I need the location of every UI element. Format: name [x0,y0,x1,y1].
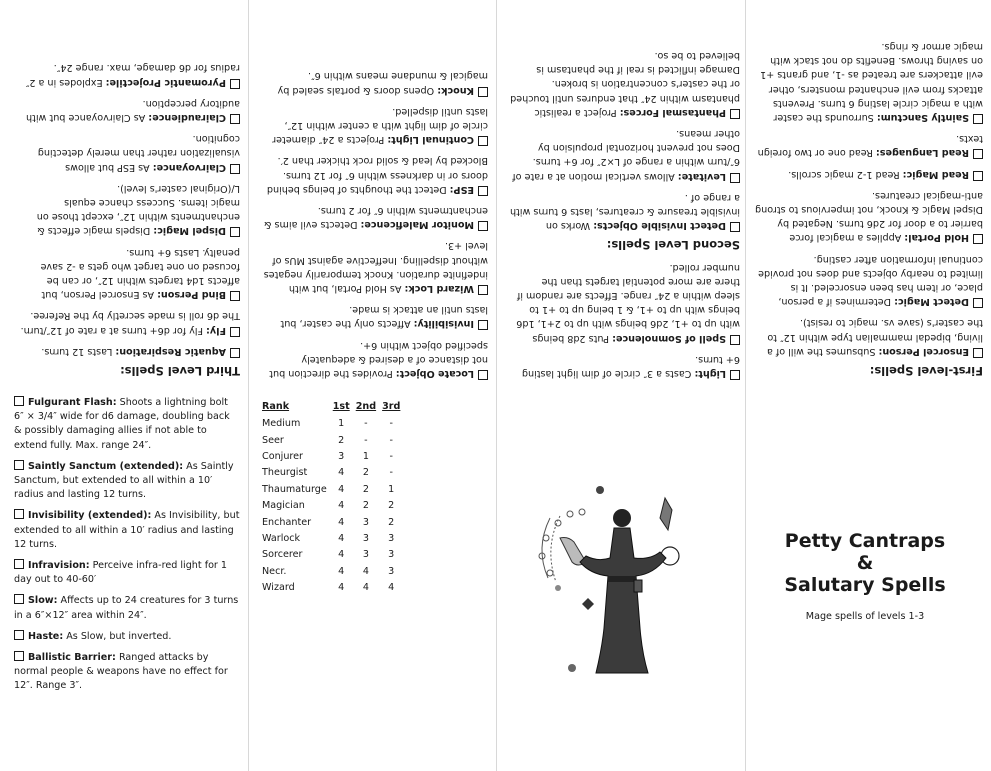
spell-entry [14,559,240,587]
spell-description: As Hold Portal, but with indefinite duration. Knock temporarily negates without dispelling. Ineffective against MUs of level +3. [263,240,488,294]
table-cell: 4 [338,483,345,495]
table-row [262,516,406,532]
spell-name: Invisibility (extended) : [28,510,151,521]
checkbox[interactable] [478,87,488,97]
checkbox[interactable] [478,320,488,330]
spell-description: Dispels magic effects & enchantments within 12″, except those on magic items. Success chance equals L/(Original caster's level). [36,182,240,237]
table-cell: Conjurer [262,450,303,462]
spell-entry [755,131,983,159]
spell-name: Detect Invisible Objects : [593,220,726,231]
spell-entry [510,48,740,119]
spell-entry [14,460,240,503]
spell-description: Read one or two foreign texts. [757,133,983,159]
table-cell: 2 [362,467,369,479]
second-level-heading: Second Level Spells: [606,238,740,253]
first-level-spells-panel [755,8,983,380]
table-cell: - [364,434,368,446]
table-cell: - [389,418,393,430]
table-cell: 4 [338,500,345,512]
spell-entry [14,396,240,453]
table-cell: 4 [338,549,345,561]
spell-description: Affects only the caster, but lasts until an attack is made. [280,304,488,330]
spell-list [262,68,488,380]
table-cell: 2 [388,500,395,512]
checkbox[interactable] [230,348,240,358]
spell-name: Saintly Sanctum : [877,112,969,123]
spell-name: Spell of Somnolence : [612,333,726,344]
checkbox[interactable] [478,285,488,295]
table-row [262,532,406,548]
spell-name: Read Magic : [903,169,969,180]
table-cell: - [389,450,393,462]
spell-name: Haste : [28,631,63,642]
table-row [262,466,406,482]
spell-entry [510,259,740,344]
spell-entry [14,96,240,124]
spell-list [755,39,983,358]
spell-name: Pyromantic Projectile : [106,77,226,88]
table-row [262,417,406,433]
table-cell: 4 [338,516,345,528]
table-cell: Enchanter [262,516,312,528]
table-cell: 3 [362,549,369,561]
third-level-heading: Third Level Spells: [120,364,240,378]
spell-name: Ensorcel Person : [879,346,969,357]
table-cell: 3 [362,532,369,544]
checkbox[interactable] [230,79,240,89]
spell-name: Hold Portal : [904,232,969,243]
spell-entry [510,190,740,233]
spell-description: Perceive infra-red light for 1 day out to 40-60′ [14,560,228,586]
spell-entry [14,244,240,301]
table-row [262,499,406,515]
spell-name: Levitate : [678,171,726,182]
table-cell: - [364,418,368,430]
spell-entry [14,131,240,174]
spell-entry [755,166,983,180]
table-cell: 4 [362,582,369,594]
checkbox[interactable] [230,227,240,237]
checkbox[interactable] [478,136,488,146]
spell-description: Opens doors & portals sealed by magical & mundane means within 6″. [277,70,488,96]
table-cell: Theurgist [262,467,308,479]
spell-description: As Ensorcel Person, but affects 1d4 targets within 12″, or can be focused on one target who gets a -2 save penalty. Lasts 6+ turns. [40,246,240,301]
table-cell: Warlock [262,532,301,544]
checkbox[interactable] [973,234,983,244]
table-cell: 2 [388,516,395,528]
table-row [262,548,406,564]
table-cell: 3 [338,450,345,462]
spell-name: Bind Person : [157,289,226,300]
spell-entry [262,203,488,231]
table-row [262,483,406,499]
table-cell: 1 [388,483,395,495]
checkbox[interactable] [730,370,740,380]
spell-description: Casts a 3″ circle of dim light lasting 6+ turns. [521,353,740,379]
table-row [262,581,406,597]
table-cell: 4 [388,582,395,594]
table-cell: 3 [388,532,395,544]
checkbox[interactable] [230,114,240,124]
spell-entry [755,315,983,358]
spell-entry [262,238,488,295]
checkbox[interactable] [230,164,240,174]
checkbox[interactable] [478,186,488,196]
table-cell: 1 [362,450,369,462]
first-level-heading: First-level Spells: [869,364,983,378]
spell-description: As Invisibility, but extended to all within a 10′ radius and lasting 12 turns. [14,510,240,550]
spell-entry [262,104,488,147]
checkbox[interactable] [973,348,983,358]
rank-table [262,400,406,598]
spell-description: Detect the thoughts of beings behind doors or in darkness within 6″ for 12 turns. Blocked by lead & solid rock thicker than 2′. [266,155,488,195]
checkbox[interactable] [730,222,740,232]
spell-name: Light : [694,368,726,379]
spell-entry [755,39,983,124]
wizard-illustration [530,478,700,698]
table-cell: 2 [362,500,369,512]
table-cell: 3 [362,516,369,528]
spell-name: Clairvoyance : [153,162,226,173]
spell-description: As Slow, but inverted. [63,630,172,642]
table-row [262,565,406,581]
checkbox[interactable] [14,396,24,406]
table-header: 2nd [355,401,377,412]
table-cell: Wizard [262,582,295,594]
table-cell: Seer [262,434,284,446]
checkbox[interactable] [973,171,983,181]
spell-description: Surrounds the caster with a magic circle lasting 6 turns. Prevents attacks from evil enchanted monsters, other evil attackers are treated as -1, and grants +1 on saving throws. Benefits do not stack with magic armor & rings. [760,40,983,123]
table-cell: Sorcerer [262,549,303,561]
table-cell: 4 [338,565,345,577]
spell-name: Phantasmal Forces : [620,107,726,118]
spell-name: Aquatic Respiration : [115,346,226,357]
checkbox[interactable] [230,327,240,337]
spell-description: Fly for d6+ turns at a rate of 12″/turn. The d6 roll is made secretly by the Referee. [20,310,240,336]
table-cell: 3 [388,565,395,577]
spell-entry [14,60,240,88]
title-line: Petty Cantraps [784,530,946,552]
spell-entry [14,344,240,358]
spell-name: Fulgurant Flash : [28,397,117,408]
rank-table-panel [262,396,488,766]
table-cell: - [389,434,393,446]
spell-description: Provides the direction but not distance of a desired & adequately specified object within 6+. [269,339,488,379]
title-line: Salutary Spells [784,574,946,596]
checkbox[interactable] [730,335,740,345]
spell-name: Invisibility : [414,318,474,329]
spell-description: Works on invisible treasure & creatures, lasts 6 turns with a range of . [509,191,740,232]
spell-description: Applies a magical force barrier to a door for 2d6 turns. Negated by Dispel Magic & Knock, not impervious to strong anti-magical creatures. [755,189,983,244]
table-cell: 4 [362,565,369,577]
spell-description: Project a realistic phantasm within 24″ that endures until touched or the caster's concentration is broken. Damage inflicted is real if the phantasm is believed to be so. [510,49,740,118]
checkbox[interactable] [973,149,983,159]
spell-description: Lasts 12 turns. [41,345,116,357]
checkbox[interactable] [478,370,488,380]
spell-entry [262,337,488,380]
spell-description: As ESP but allows visualization rather than merely detecting cognition. [37,133,240,173]
spell-entry [510,126,740,183]
table-cell: 1 [338,418,345,430]
checkbox[interactable] [14,460,24,470]
spell-description: Shoots a lightning bolt 6″ × 3/4″ wide for d6 damage, doubling back & possibly damaging allies if not able to extend fully. Max. range 24″. [14,397,230,451]
checkbox[interactable] [478,221,488,231]
spell-list [14,396,240,694]
document-title [770,530,960,596]
table-cell: 4 [338,532,345,544]
checkbox[interactable] [14,651,24,661]
checkbox[interactable] [973,298,983,308]
table-cell: Magician [262,500,305,512]
checkbox[interactable] [973,114,983,124]
spell-name: Dispel Magic : [153,225,226,236]
spell-description: Determines if a person, place, or item has been ensorceled. It is limited to nearby objects and does not provide continual information after casting. [758,253,983,308]
spell-entry [262,153,488,196]
spell-entry [510,352,740,380]
checkbox[interactable] [230,291,240,301]
spell-description: Puts 2d8 beings with up to +1, 2d6 beings with up to 2+1, 1d6 beings with up to +1, & 1 being up to +1 to sleep within a 24″ range. Effects are random if there are more potential targets than the number rolled. [516,261,740,344]
spell-name: Detect Magic : [894,296,969,307]
title-line: & [856,552,874,574]
spell-name: Wizard Lock : [405,283,474,294]
checkbox[interactable] [14,559,24,569]
table-row [262,434,406,450]
table-cell: 2 [362,483,369,495]
table-cell: - [389,467,393,479]
spell-entry [14,181,240,238]
table-row [262,450,406,466]
table-cell: 2 [338,434,345,446]
checkbox[interactable] [14,630,24,640]
spell-description: Detects evil aims & enchantments within 6″ for 2 turns. [264,204,488,231]
spell-name: Slow : [28,595,58,606]
spell-name: Fly : [206,325,226,336]
table-header: 3rd [382,401,401,412]
spell-entry [14,308,240,336]
spell-name: Ballistic Barrier : [28,652,116,663]
spell-entry [14,594,240,622]
spell-name: Infravision : [28,560,90,571]
table-cell: Medium [262,418,301,430]
table-cell: 3 [388,549,395,561]
spell-entry [14,630,240,644]
spell-description: Projects a 24″ diameter circle of dim light with a center within 12″, lasts until dispelled. [272,105,488,146]
spell-entry [262,68,488,96]
spell-description: Subsumes the will of a living, bipedal mammalian type within 12″ to the caster's (save vs. magic to resist). [766,317,983,357]
checkbox[interactable] [14,509,24,519]
spell-name: Knock : [437,85,474,96]
spell-entry [262,302,488,330]
spell-entry [14,651,240,694]
second-level-spells-cont-panel [262,8,488,380]
spell-name: Read Languages : [876,147,969,158]
spell-description: Read 1-2 magic scrolls. [788,168,903,180]
spell-description: Affects up to 24 creatures for 3 turns in a 6″×12″ area within 24″. [14,595,239,621]
third-level-spells-panel [14,8,240,380]
table-header: Rank [262,401,290,412]
spell-name: Monitor Maleficence : [361,219,475,230]
fold-line [496,0,497,771]
fold-line [745,0,746,771]
spell-description: As Saintly Sanctum, but extended to all within a 10′ radius and lasting 12 turns. [14,460,234,501]
spell-entry [14,509,240,552]
checkbox[interactable] [730,109,740,119]
spell-name: Saintly Sanctum (extended) : [28,461,183,472]
checkbox[interactable] [14,594,24,604]
second-level-spells-panel [510,8,740,380]
spell-name: Clairaudience : [148,112,226,123]
checkbox[interactable] [730,173,740,183]
spell-description: Ranged attacks by normal people & weapons have no effect for 12″. Range 3″. [14,652,228,692]
spell-description: Allows vertical motion at a rate of 6″/turn within a range of L×2″ for 6+ turns. Does not prevent horizontal propulsion by other means. [512,127,740,182]
spell-description: Explodes in a 2″ radius for d6 damage, max. range 24″. [25,62,240,88]
spell-name: Locate Object : [396,368,474,379]
third-level-spells-cont-panel [14,396,240,766]
table-cell: 4 [338,467,345,479]
table-cell: 4 [338,582,345,594]
spell-entry [755,251,983,308]
spell-description: As Clairvoyance but with auditory perception. [26,97,240,123]
spell-name: ESP : [450,184,474,195]
table-cell: Thaumaturge [262,483,327,495]
spell-list [510,259,740,380]
spell-entry [755,188,983,245]
fold-line [248,0,249,771]
spell-name: Continual Light : [387,134,474,145]
table-header: 1st [332,401,350,412]
document-subtitle: Mage spells of levels 1-3 [805,611,925,622]
spell-list [14,60,240,358]
table-cell: Necr. [262,565,287,577]
spell-list [510,48,740,232]
